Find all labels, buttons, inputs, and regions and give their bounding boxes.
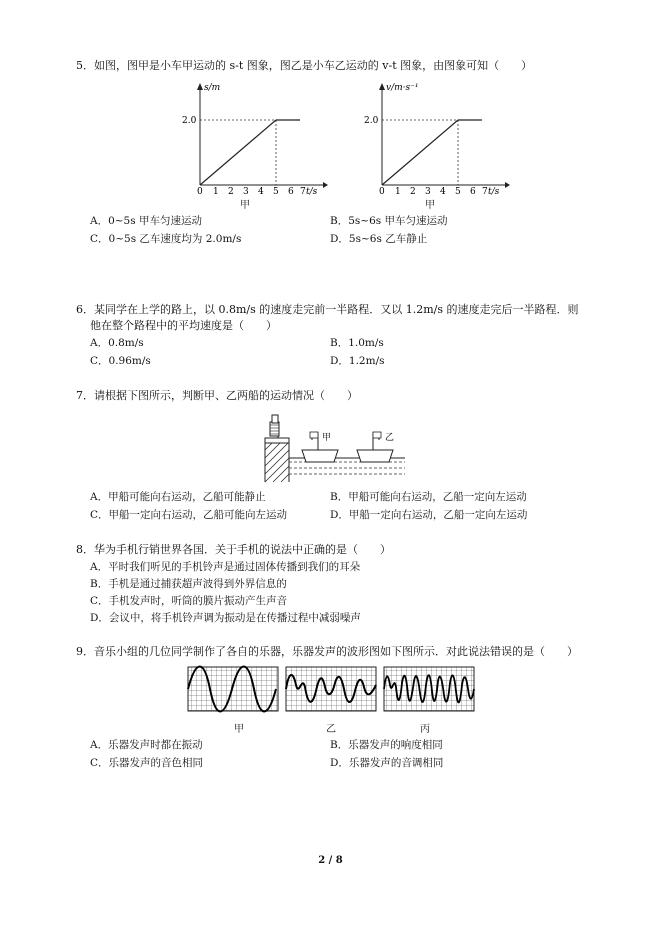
svg-text:2: 2 xyxy=(410,187,416,197)
q5-option-b[interactable]: B．5s~6s 甲车匀速运动 xyxy=(330,215,448,227)
q7-option-b[interactable]: B．甲船可能向右运动，乙船一定向左运动 xyxy=(330,491,527,503)
q6-option-b[interactable]: B．1.0m/s xyxy=(330,337,384,349)
svg-text:0: 0 xyxy=(379,187,385,197)
q5-option-c[interactable]: C．0~5s 乙车速度均为 2.0m/s xyxy=(90,233,242,245)
q8-option-a[interactable]: A．平时我们听见的手机铃声是通过固体传播到我们的耳朵 xyxy=(90,561,361,573)
svg-text:6: 6 xyxy=(470,187,476,197)
svg-text:4: 4 xyxy=(440,187,446,197)
q7-stem: 7．请根据下图所示，判断甲、乙两船的运动情况（ ） xyxy=(76,389,358,402)
q5g2-ylabel: v/m·s⁻¹ xyxy=(386,83,419,93)
q7-option-c[interactable]: C．甲船一定向右运动，乙船可能向左运动 xyxy=(90,509,288,521)
svg-text:t/s: t/s xyxy=(306,187,318,197)
q5g1-caption: 甲 xyxy=(240,200,250,211)
q7-option-d[interactable]: D．甲船一定向右运动，乙船一定向左运动 xyxy=(330,509,528,521)
q6-option-d[interactable]: D．1.2m/s xyxy=(330,355,385,367)
q8-option-c[interactable]: C．手机发声时，听筒的膜片振动产生声音 xyxy=(90,595,288,607)
svg-text:5: 5 xyxy=(273,187,279,197)
q7-boat1-label: 甲 xyxy=(322,433,332,443)
q8-stem: 8．华为手机行销世界各国．关于手机的说法中正确的是（ ） xyxy=(76,543,391,556)
q7-option-a[interactable]: A．甲船可能向右运动，乙船可能静止 xyxy=(90,491,266,503)
q5-option-d[interactable]: D．5s~6s 乙车静止 xyxy=(330,233,428,245)
svg-text:0: 0 xyxy=(197,187,203,197)
q9-stem: 9．音乐小组的几位同学制作了各自的乐器，乐器发声的波形图如下图所示．对此说法错误的是（ ） xyxy=(76,645,578,658)
q5-stem: 5．如图，图甲是小车甲运动的 s-t 图象，图乙是小车乙运动的 v-t 图象，由图象可知（ ） xyxy=(76,59,533,72)
q6-option-a[interactable]: A．0.8m/s xyxy=(90,337,144,349)
svg-text:4: 4 xyxy=(258,187,264,197)
q8-option-b[interactable]: B．手机是通过捕获超声波得到外界信息的 xyxy=(90,578,287,590)
q5g1-ylabel: s/m xyxy=(204,83,221,93)
svg-text:t/s: t/s xyxy=(488,187,500,197)
q9-option-b[interactable]: B．乐器发声的响度相同 xyxy=(330,739,443,751)
q5g2-caption: 甲 xyxy=(425,200,435,211)
q6-stem-line1: 6．某同学在上学的路上，以 0.8m/s 的速度走完前一半路程．又以 1.2m/s 的速度走完后一半路程．则 xyxy=(76,303,579,316)
svg-text:5: 5 xyxy=(455,187,461,197)
q7-boat2-label: 乙 xyxy=(385,433,395,443)
q5g1-yvalue: 2.0 xyxy=(182,116,197,126)
svg-text:3: 3 xyxy=(425,187,431,197)
q9-option-c[interactable]: C．乐器发声的音色相同 xyxy=(90,757,204,769)
svg-text:3: 3 xyxy=(243,187,249,197)
q8-option-d[interactable]: D．会议中，将手机铃声调为振动是在传播过程中减弱噪声 xyxy=(90,612,361,624)
svg-text:7: 7 xyxy=(300,187,306,197)
svg-text:6: 6 xyxy=(288,187,294,197)
q5-graph-jia xyxy=(182,80,328,197)
q9-option-a[interactable]: A．乐器发声时都在振动 xyxy=(90,739,203,751)
q9-caption-bing: 丙 xyxy=(420,724,430,735)
q9-waveforms xyxy=(186,665,476,715)
svg-text:1: 1 xyxy=(395,187,401,197)
q6-stem-line2: 他在整个路程中的平均速度是（ ） xyxy=(90,319,277,332)
q7-boats-figure xyxy=(250,410,410,482)
q9-caption-yi: 乙 xyxy=(326,724,336,735)
q9-caption-jia: 甲 xyxy=(234,724,244,735)
q5-option-a[interactable]: A．0~5s 甲车匀速运动 xyxy=(90,215,202,227)
page-number: 2 / 8 xyxy=(318,855,343,866)
q5-graph-yi xyxy=(364,80,510,197)
svg-text:2: 2 xyxy=(228,187,234,197)
q9-option-d[interactable]: D．乐器发声的音调相同 xyxy=(330,757,444,769)
svg-text:7: 7 xyxy=(482,187,488,197)
svg-text:1: 1 xyxy=(213,187,219,197)
q6-option-c[interactable]: C．0.96m/s xyxy=(90,355,151,367)
q5g2-yvalue: 2.0 xyxy=(364,116,379,126)
